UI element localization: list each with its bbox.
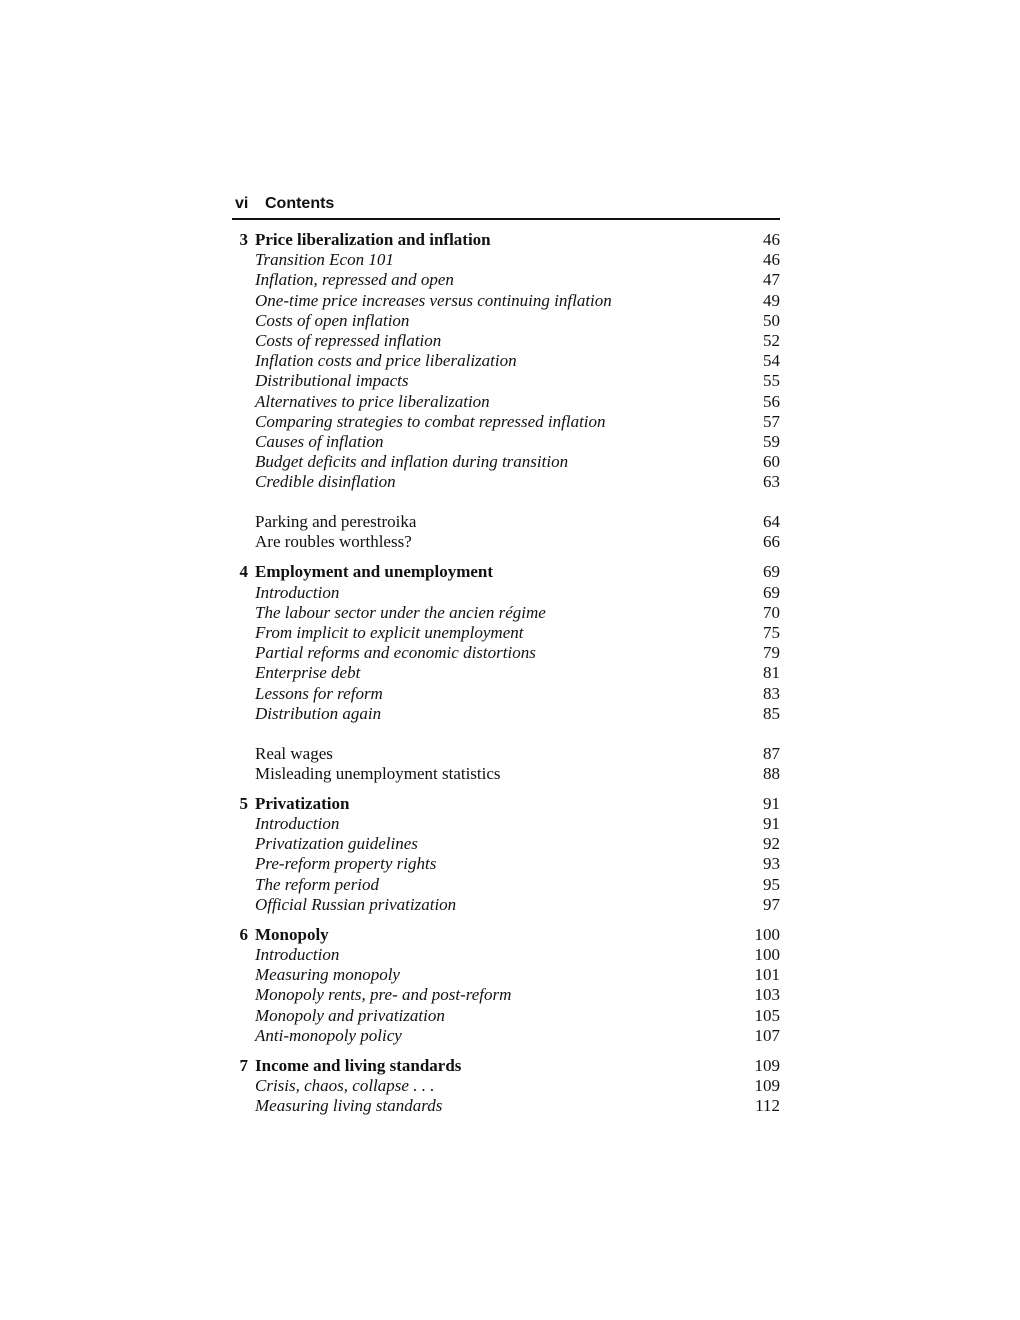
section-page: 92	[763, 834, 780, 854]
box-entry	[226, 764, 780, 784]
section-title: The labour sector under the ancien régime	[255, 602, 546, 622]
section-entry	[226, 834, 780, 854]
spacer	[226, 784, 780, 794]
section-title: Official Russian privatization	[255, 894, 457, 914]
section-entry	[226, 250, 780, 270]
section-title: Monopoly rents, pre- and post-reform	[255, 985, 512, 1005]
section-entry	[226, 291, 780, 311]
section-entry	[226, 472, 780, 492]
section-entry	[226, 854, 780, 874]
section-title: Causes of inflation	[255, 431, 384, 451]
section-page: 105	[754, 1005, 780, 1025]
spacer	[226, 1046, 780, 1056]
chapter-title: Income and living standards	[255, 1055, 462, 1075]
section-entry	[226, 643, 780, 663]
spacer	[226, 553, 780, 563]
section-page: 46	[763, 250, 780, 270]
section-page: 85	[763, 703, 780, 723]
section-entry	[226, 945, 780, 965]
section-title: Lessons for reform	[255, 683, 383, 703]
chapter-page: 91	[763, 793, 780, 813]
section-entry	[226, 351, 780, 371]
section-title: Monopoly and privatization	[255, 1005, 445, 1025]
section-entry	[226, 432, 780, 452]
section-page: 56	[763, 391, 780, 411]
section-entry	[226, 985, 780, 1005]
section-page: 55	[763, 371, 780, 391]
chapter-entry	[226, 1056, 780, 1117]
section-page: 101	[754, 965, 780, 985]
section-entry	[226, 270, 780, 290]
section-title: Distributional impacts	[255, 371, 409, 391]
section-title: Credible disinflation	[255, 472, 396, 492]
box-title: Real wages	[255, 743, 333, 763]
box-title: Are roubles worthless?	[255, 532, 412, 552]
section-entry	[226, 583, 780, 603]
section-entry	[226, 663, 780, 683]
section-title: One-time price increases versus continuing inflation	[255, 290, 612, 310]
chapter-title-row	[226, 925, 780, 945]
chapter-number: 4	[239, 562, 248, 582]
spacer	[226, 915, 780, 925]
page-number: vi	[235, 195, 249, 212]
section-entry	[226, 603, 780, 623]
section-title: Budget deficits and inflation during transition	[255, 452, 569, 472]
box-entry	[226, 532, 780, 552]
chapter-number: 6	[239, 924, 248, 944]
section-entry	[226, 965, 780, 985]
box-page: 87	[763, 743, 780, 763]
section-page: 50	[763, 310, 780, 330]
section-page: 54	[763, 351, 780, 371]
section-page: 70	[763, 602, 780, 622]
section-entry	[226, 1006, 780, 1026]
chapter-page: 100	[754, 924, 780, 944]
section-entry	[226, 392, 780, 412]
chapter-number: 3	[239, 230, 248, 249]
box-title: Parking and perestroika	[255, 512, 417, 532]
chapter-page: 69	[763, 562, 780, 582]
section-entry	[226, 623, 780, 643]
section-page: 63	[763, 472, 780, 492]
section-title: Alternatives to price liberalization	[255, 391, 490, 411]
section-title: Transition Econ 101	[255, 250, 394, 270]
running-title: Contents	[265, 195, 335, 212]
section-title: Enterprise debt	[255, 663, 361, 683]
section-entry	[226, 814, 780, 834]
section-entry	[226, 371, 780, 391]
box-page: 64	[763, 512, 780, 532]
section-page: 112	[755, 1096, 780, 1116]
section-page: 93	[763, 854, 780, 874]
section-title: Measuring monopoly	[255, 965, 400, 985]
section-entry	[226, 1026, 780, 1046]
section-title: Distribution again	[255, 703, 382, 723]
chapter-title-row	[226, 794, 780, 814]
section-title: Inflation costs and price liberalization	[255, 351, 517, 371]
chapter-entry	[226, 925, 780, 1046]
section-entry	[226, 452, 780, 472]
section-entry	[226, 311, 780, 331]
section-entry	[226, 875, 780, 895]
section-title: From implicit to explicit unemployment	[255, 622, 524, 642]
section-page: 79	[763, 643, 780, 663]
section-page: 81	[763, 663, 780, 683]
section-page: 60	[763, 452, 780, 472]
section-page: 100	[754, 944, 780, 964]
section-title: Partial reforms and economic distortions	[255, 643, 536, 663]
chapter-title: Price liberalization and inflation	[255, 230, 491, 249]
section-entry	[226, 895, 780, 915]
chapter-page: 109	[754, 1055, 780, 1075]
chapter-title: Privatization	[255, 793, 350, 813]
section-page: 57	[763, 411, 780, 431]
chapter-title-row	[226, 1056, 780, 1076]
chapter-title-row	[226, 230, 780, 250]
box-entry	[226, 512, 780, 532]
section-page: 109	[754, 1075, 780, 1095]
section-page: 103	[754, 985, 780, 1005]
box-page: 66	[763, 532, 780, 552]
box-entry	[226, 744, 780, 764]
section-title: Crisis, chaos, collapse . . .	[255, 1075, 435, 1095]
chapter-title: Employment and unemployment	[255, 562, 494, 582]
chapter-number: 5	[239, 793, 248, 813]
spacer	[226, 724, 780, 744]
chapter-page: 46	[763, 230, 780, 249]
section-title: Measuring living standards	[255, 1096, 443, 1116]
box-title: Misleading unemployment statistics	[255, 763, 501, 783]
section-title: Costs of repressed inflation	[255, 330, 442, 350]
section-page: 83	[763, 683, 780, 703]
section-page: 69	[763, 582, 780, 602]
section-title: Anti-monopoly policy	[255, 1025, 402, 1045]
section-entry	[226, 412, 780, 432]
spacer	[226, 492, 780, 512]
section-page: 107	[754, 1025, 780, 1045]
chapter-number: 7	[239, 1055, 248, 1075]
section-title: Pre-reform property rights	[255, 854, 437, 874]
box-page: 88	[763, 763, 780, 783]
section-page: 95	[763, 874, 780, 894]
section-page: 59	[763, 431, 780, 451]
chapter-entry	[226, 562, 780, 784]
chapter-entry	[226, 794, 780, 915]
section-title: Introduction	[255, 944, 340, 964]
section-page: 52	[763, 330, 780, 350]
section-entry	[226, 704, 780, 724]
running-header	[232, 192, 780, 220]
section-page: 47	[763, 270, 780, 290]
section-title: Introduction	[255, 582, 340, 602]
section-title: Comparing strategies to combat repressed inflation	[255, 411, 606, 431]
section-page: 75	[763, 622, 780, 642]
section-page: 49	[763, 290, 780, 310]
chapter-title-row	[226, 562, 780, 582]
section-page: 91	[763, 814, 780, 834]
section-title: The reform period	[255, 874, 380, 894]
section-title: Privatization guidelines	[255, 834, 418, 854]
section-title: Inflation, repressed and open	[255, 270, 454, 290]
section-entry	[226, 1076, 780, 1096]
section-title: Introduction	[255, 814, 340, 834]
section-entry	[226, 684, 780, 704]
chapter-title: Monopoly	[255, 924, 329, 944]
chapter-entry	[226, 230, 780, 553]
section-title: Costs of open inflation	[255, 310, 410, 330]
table-of-contents	[226, 230, 780, 1116]
section-entry	[226, 1096, 780, 1116]
section-page: 97	[763, 894, 780, 914]
section-entry	[226, 331, 780, 351]
